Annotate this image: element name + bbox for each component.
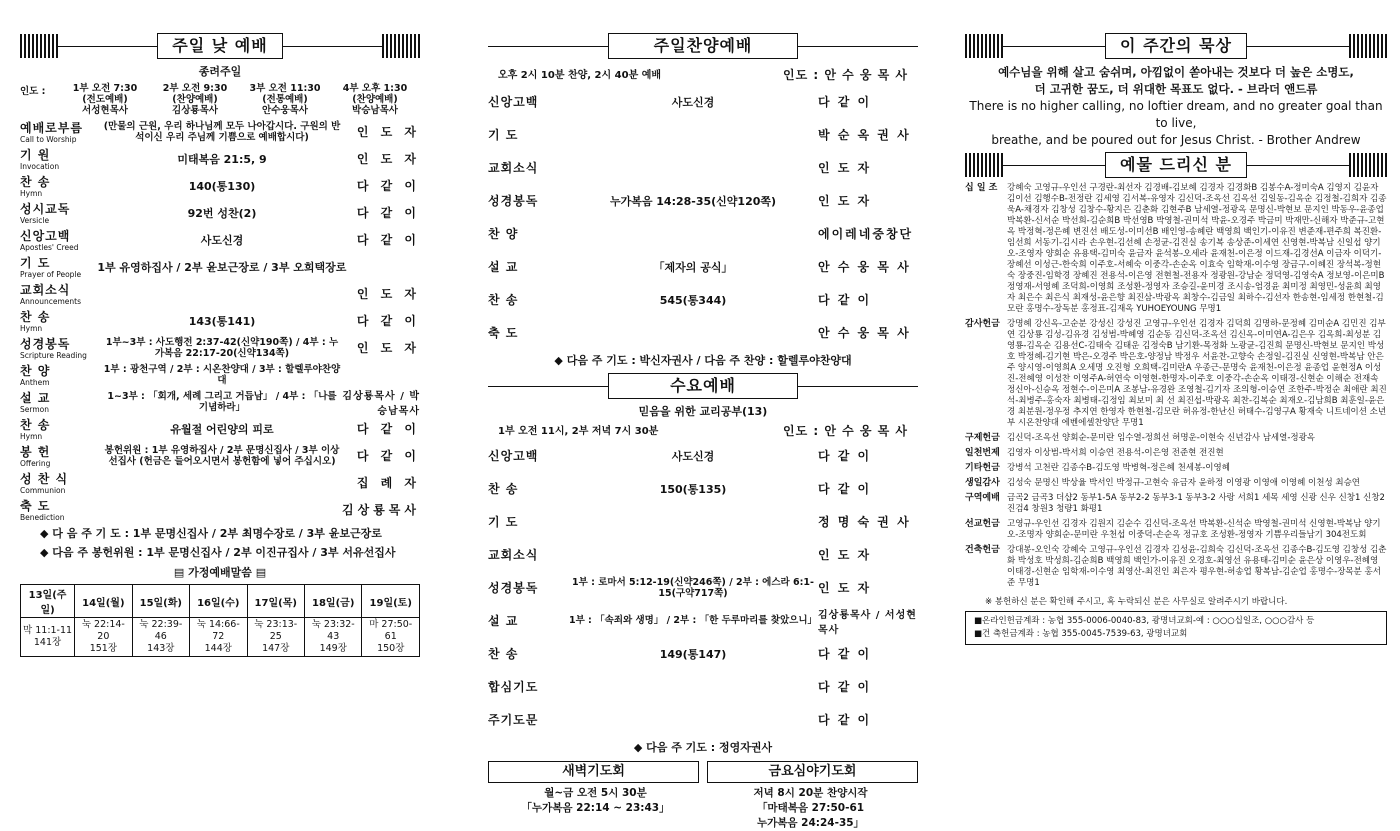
praise-time: 오후 2시 10분 찬양, 2시 40분 예배: [498, 70, 662, 81]
order-item-label: 예배로부름: [20, 121, 83, 135]
offering-type: 십 일 조: [965, 183, 998, 193]
order-item-label: 성경봉독: [488, 581, 539, 595]
family-day-header: 14일(월): [75, 585, 132, 618]
family-day-header: 15일(화): [132, 585, 189, 618]
family-day-cell: [362, 618, 420, 657]
leader-2: 2부 오전 9:30 (찬양예배) 김상룡목사: [162, 83, 228, 116]
order-item-label: 주기도문: [488, 713, 539, 727]
order-item-name: [20, 335, 102, 360]
order-item-en: Anthem: [20, 378, 50, 387]
order-item-label: 봉 헌: [20, 445, 51, 459]
order-item-en: Call to Worship: [20, 135, 77, 144]
order-item-content: (만물의 근원, 우리 하나님께 모두 나아갑시다. 구원의 반석이신 우리 주님께 기쁨으로 예배합시다): [103, 120, 341, 143]
order-item-name: [488, 225, 568, 242]
order-row: [488, 250, 918, 283]
order-item-person: 김상룡목사 / 박승남목사: [342, 390, 420, 417]
dawn-time: 월~금 오전 5시 30분: [544, 787, 647, 799]
offering-group: [965, 478, 1387, 489]
order-item-name: [20, 470, 102, 495]
family-day-hymn: 144장: [204, 643, 232, 654]
meditation-title: 이 주간의 묵상: [1105, 33, 1247, 59]
order-item-person: 다 같 이: [356, 233, 420, 247]
order-item-name: [488, 258, 568, 275]
order-row: [20, 442, 420, 469]
family-day-cell: [304, 618, 361, 657]
wednesday-leader: 인도 : 안 수 웅 목 사: [782, 424, 908, 438]
order-item-label: 교회소식: [488, 548, 539, 562]
wednesday-time: 1부 오전 11시, 2부 저녁 7시 30분: [498, 426, 659, 437]
order-item-person: 다 같 이: [818, 647, 872, 661]
friday-time: 저녁 8시 20분 찬양시작: [753, 787, 868, 799]
order-item-label: 성경봉독: [488, 194, 539, 208]
offering-type: 감사헌금: [965, 319, 1000, 329]
order-item-label: 설 교: [488, 260, 519, 274]
family-day-text: 눅 14:66-72: [196, 619, 240, 642]
leaders-row: [20, 83, 420, 116]
order-item-label: 찬 송: [488, 647, 519, 661]
praise-worship-header: [488, 32, 918, 60]
offering-group: [965, 433, 1387, 444]
order-item-content: 149(통147): [659, 647, 727, 661]
order-item-person: 다 같 이: [818, 95, 872, 109]
family-day-cell: [21, 618, 75, 657]
order-item-name: [488, 291, 568, 308]
order-item-person: 다 같 이: [356, 422, 420, 436]
order-item-person: 인 도 자: [818, 581, 872, 595]
order-item-en: Hymn: [20, 324, 43, 333]
order-item-label: 신앙고백: [20, 229, 71, 243]
order-item-name: [488, 579, 568, 596]
family-day-header: 18일(금): [304, 585, 361, 618]
order-row: [488, 505, 918, 538]
order-row: [488, 637, 918, 670]
sunday-worship-column: [20, 32, 420, 657]
order-item-person: 다 같 이: [356, 449, 420, 463]
sunday-worship-header: [20, 32, 420, 60]
family-worship-title: ▤ 가정예배말씀 ▤: [173, 566, 267, 579]
order-item-name: [488, 678, 568, 695]
family-day-text: 마 27:50-61: [369, 619, 413, 642]
order-item-label: 설 교: [488, 614, 519, 628]
praise-leader: 인도 : 안 수 웅 목 사: [782, 68, 908, 82]
order-item-name: [20, 308, 102, 333]
order-row: [488, 217, 918, 250]
next-prayer-announce: ◆ 다 음 주 기 도 : 1부 문명신집사 / 2부 최명수장로 / 3부 윤보근장로: [40, 527, 382, 540]
order-item-content: 92번 성찬(2): [187, 206, 257, 220]
meditation-verse-en-1: There is no higher calling, no loftier dream, and no greater goal than to live,: [969, 99, 1383, 130]
offering-group: [965, 319, 1387, 429]
order-row: [488, 472, 918, 505]
order-item-name: [20, 227, 102, 252]
wednesday-header: [488, 372, 918, 400]
order-item-name: [488, 711, 568, 728]
order-item-label: 성경봉독: [20, 337, 71, 351]
order-item-label: 기 원: [20, 148, 51, 162]
order-item-content: 「제자의 공식」: [653, 260, 733, 274]
order-item-person: 다 같 이: [818, 449, 872, 463]
order-item-label: 찬 송: [20, 418, 51, 432]
family-day-cell: [75, 618, 132, 657]
order-item-person: 에이레네중창단: [818, 227, 914, 241]
order-item-name: [20, 146, 102, 171]
building-account: ■건 축헌금계좌 : 농협 355-0045-7539-63, 광명녀교회: [974, 629, 1188, 639]
order-row: [488, 439, 918, 472]
offerings-title: 예물 드리신 분: [1105, 152, 1247, 178]
offering-group: [965, 448, 1387, 459]
order-item-name: [488, 513, 568, 530]
order-item-name: [20, 254, 97, 279]
family-day-header: 13일(주일): [21, 585, 75, 618]
order-item-person: 다 같 이: [818, 482, 872, 496]
order-item-en: Invocation: [20, 162, 60, 171]
wednesday-title: 수요예배: [608, 373, 798, 399]
order-item-label: 기 도: [20, 256, 51, 270]
order-item-label: 기 도: [488, 128, 519, 142]
order-item-label: 축 도: [488, 326, 519, 340]
order-item-name: [20, 281, 102, 306]
offering-type: 선교헌금: [965, 519, 1000, 529]
praise-worship-title: 주일찬양예배: [608, 33, 798, 59]
order-item-content: 1부 유영하집사 / 2부 윤보근장로 / 3부 오희택장로: [97, 260, 347, 274]
family-day-header: 16일(수): [190, 585, 247, 618]
order-row: [20, 199, 420, 226]
meditation-verse-ko-1: 예수님을 위해 살고 숨쉬며, 아낌없이 쏟아내는 것보다 더 높은 소명도,: [998, 65, 1354, 79]
order-item-label: 성시교독: [20, 202, 71, 216]
meditation-column: [965, 32, 1387, 645]
offering-names: 강혜숙 고영규-우인선 구경란-최선자 김경배-김보혜 김경자 김경화B 김봉수A-정미숙A 김영지 김윤자 김이선 김행수B-전정란 김세영 김서복-유영자 김신덕-조옥선 김옥선 김일동-김옥순 김정철-김희자 김종욱A-채경자 김창성 김창수-황지은 김춘화 김현주B 남세열-정광옥 문명신-박현보 문지인 박동우-윤종업 박복환-신서순 박선희-김순희B 박선영B 박영철-권미석 박윤-오경주 박금미 박재만-신해자 박준규-고현옥 박정혁-정은혜 변진선 배도성-이미선B 배인영-송혜란 백영희 백인기-이유진 변준재-편주희 복진환-임선희 서동기-김시라 손우현-김선혜 손정균-김진실 송기복 송상준-이세연 신영현-박복남 신일섭 양기오-조영자 양회순 유용택-김미숙 윤금자 윤석봉-오세라 윤재천-이은정 이드재-김경선A 이금자 이덕기-장혜선 이성근-한숙희 이주호-서혜숙 이중각-손순옥 이효숙 임학재-이수영 장금구-이혜진 장석복-정현숙 장중진-임학경 장혜진 전용석-이은영 전현철-전용자 정광원-강남순 정덕영-김영숙A 정보영-이은미B 정영재-서영혜 조덕희-이영희 조성환-정영자 조승길-윤미경 조시송-엄경윤 최미정 최영민-성윤희 최영자 최은수 최은식 최재성-윤은향 최진삼-박광옥 최창수-김금일 최하수-김선자 한송현-임세정 한현철-김모란 홍명수-장독분 홍정표-김재옥 YUHOEYOUNG 무명1: [1007, 183, 1387, 314]
order-item-name: [488, 93, 568, 110]
order-row: [488, 151, 918, 184]
order-row: [488, 184, 918, 217]
offering-type: 기타헌금: [965, 463, 1000, 473]
praise-next: ◆ 다음 주 기도 : 박신자권사 / 다음 주 찬양 : 할렐루야찬양대: [554, 354, 852, 367]
order-item-content: 미태복음 21:5, 9: [177, 152, 267, 166]
order-row: [20, 307, 420, 334]
order-item-name: [20, 389, 102, 414]
leader-4: 4부 오후 1:30 (찬양예배) 박승남목사: [342, 83, 408, 116]
order-item-name: [488, 159, 568, 176]
family-day-cell: [190, 618, 247, 657]
family-day-cell: [247, 618, 304, 657]
wednesday-next: ◆ 다음 주 기도 : 정영자권사: [633, 741, 773, 754]
order-item-content: 유월절 어린양의 피로: [170, 422, 274, 436]
praise-order-list: [488, 85, 918, 349]
family-day-header: 17일(목): [247, 585, 304, 618]
order-item-person: 인 도 자: [356, 287, 420, 301]
meditation-verse-ko-2: 더 고귀한 꿈도, 더 위대한 목표도 없다. - 브라더 앤드류: [1034, 82, 1318, 96]
order-item-en: Announcements: [20, 297, 81, 306]
order-item-name: [20, 497, 102, 522]
order-item-name: [488, 480, 568, 497]
order-item-en: Hymn: [20, 189, 43, 198]
order-item-name: [488, 447, 568, 464]
order-item-label: 신앙고백: [488, 95, 539, 109]
order-row: [20, 172, 420, 199]
family-day-hymn: 151장: [89, 643, 117, 654]
order-item-name: [488, 324, 568, 341]
order-item-name: [20, 200, 102, 225]
order-item-person: 인 도 자: [356, 152, 420, 166]
order-row: [20, 361, 420, 388]
order-row: [20, 388, 420, 415]
order-row: [20, 226, 420, 253]
family-day-text: 눅 22:39-46: [139, 619, 183, 642]
offering-group: [965, 545, 1387, 589]
offering-type: 일천번제: [965, 448, 1000, 458]
order-item-content: 누가복음 14:28-35(신약120쪽): [609, 194, 777, 208]
order-row: [20, 145, 420, 172]
order-item-content: 봉헌위원 : 1부 유영하집사 / 2부 문명신집사 / 3부 이상선집사 (헌금은 들어오시면서 봉헌함에 넣어 주십시오): [104, 444, 340, 467]
order-item-name: [488, 645, 568, 662]
leader-1: 1부 오전 7:30 (전도예배) 서성현목사: [72, 83, 138, 116]
order-item-person: 인 도 자: [356, 341, 420, 355]
order-item-en: Versicle: [20, 216, 50, 225]
order-item-en: Scripture Reading: [20, 351, 87, 360]
next-offering-announce: ◆ 다음 주 봉헌위원 : 1부 문명신집사 / 2부 이진규집사 / 3부 서유선집사: [40, 546, 396, 559]
order-item-name: [20, 443, 102, 468]
order-row: [20, 280, 420, 307]
order-row: [488, 283, 918, 316]
friday-prayer-title: 금요심야기도회: [707, 761, 918, 783]
order-row: [488, 670, 918, 703]
meditation-verse-en-2: breathe, and be poured out for Jesus Christ. - Brother Andrew: [991, 133, 1361, 147]
sunday-order-list: [20, 118, 420, 523]
order-item-label: 찬 송: [488, 482, 519, 496]
order-item-person: 김상룡목사 / 서성현목사: [818, 609, 917, 636]
account-info: [965, 611, 1387, 645]
prayer-meetings-info: [488, 786, 918, 831]
order-item-content: 150(통135): [659, 482, 727, 496]
order-item-label: 설 교: [20, 391, 51, 405]
order-item-en: Prayer of People: [20, 270, 82, 279]
order-item-en: Hymn: [20, 432, 43, 441]
order-item-person: 다 같 이: [356, 179, 420, 193]
offering-type: 건축헌금: [965, 545, 1000, 555]
offering-names: 김영자 이상범-박서희 이승연 전용석-이은영 전준현 전진현: [1007, 448, 1224, 458]
order-row: [488, 571, 918, 604]
order-item-content: 1부 : 「속죄와 생명」 / 2부 : 「한 두루마리를 찾았으니」: [568, 615, 818, 626]
order-item-name: [488, 192, 568, 209]
dawn-prayer-title: 새벽기도회: [488, 761, 699, 783]
family-day-hymn: 149장: [319, 643, 347, 654]
offering-names: 김성숙 문명신 박상율 박서인 박정규-고현숙 유금자 윤하정 이영광 이영애 이영혜 이천성 최승연: [1007, 478, 1361, 488]
offering-names: 김신덕-조옥선 양회순-문미란 임수열-정희선 허명운-이현숙 신년감사 남세열-정광옥: [1007, 433, 1316, 443]
dawn-text: 「누가복음 22:14 ~ 23:43」: [521, 802, 670, 814]
order-item-name: [20, 119, 102, 144]
order-item-en: Sermon: [20, 405, 49, 414]
order-item-en: Apostles' Creed: [20, 243, 79, 252]
order-item-person: 김상룡목사: [342, 503, 420, 517]
order-item-name: [20, 173, 102, 198]
order-item-person: 정 명 숙 권 사: [818, 515, 911, 529]
order-item-name: [488, 612, 568, 629]
order-item-label: 찬 양: [20, 364, 51, 378]
family-day-hymn: 147장: [262, 643, 290, 654]
order-item-content: 사도신경: [671, 449, 715, 463]
order-item-en: Communion: [20, 486, 66, 495]
family-day-text: 눅 23:13-25: [254, 619, 298, 642]
order-item-label: 기 도: [488, 515, 519, 529]
order-item-name: [488, 126, 568, 143]
order-item-en: Benediction: [20, 513, 65, 522]
family-day-hymn: 150장: [377, 643, 405, 654]
offering-names: 강병석 고천란 김종수B-김도영 박병혁-정은혜 천세봉-이영혜: [1007, 463, 1230, 473]
order-item-person: 다 같 이: [356, 314, 420, 328]
order-row: [20, 253, 420, 280]
sunday-subtitle: 종려주일: [198, 65, 242, 78]
order-row: [488, 85, 918, 118]
order-item-person: 인 도 자: [356, 125, 420, 139]
order-item-person: 집 례 자: [356, 476, 420, 490]
wednesday-subtitle: 믿음을 위한 교리공부(13): [638, 405, 768, 418]
offering-names: 강명혜 강신옥-고순분 강성신 강성진 고영규-우인선 김경자 김덕희 김명하-문정혜 김미순A 김민진 김부연 김상룡 김성-김유경 김성범-박혜영 김순동 김신덕-조옥선 김신옥-이미연A-김은우 김옥희-최성분 김영룡-김옥순 김용선C-김태숙 김태운 김정숙B 남기환-목정화 노광균-김진희 문명신-박현보 문지인 박성호 박정혜-김기현 박은-오경주 박은호-양정남 박정우 서윤찬-고향숙 손정일-김진실 신영현-박복남 안은주 양시영-이영희A 오세명 오진형 오희택-김미란A 우종근-문명숙 윤재천-이은정 윤종업 윤현정A 이성진-전혜영 이성찬 이영주A-허연숙 이영현-한명자-이주호 이중각-손순옥 이태경-신현순 이해순 전재속 정신아-신승옥 정현수-이은미A 조봉남-유경완 조영철-김기자 조의형-이승연 조한주-박정순 최애란 최진석-최병주-홍숙자 최병태-김정임 최보미 최 선 최진섭-박광옥 최찬-김복순 최재오-김남희B 최훈일-윤은경 최분원-정우정 추지연 한영자 한현철-김모란 허유정-한난신 허태수-김영구A 황재숙 니트네이션 소년부 시온찬양대 에벤에셀찬양단 무명1: [1007, 319, 1387, 428]
order-item-person: 인 도 자: [818, 548, 872, 562]
offering-type: 구제헌금: [965, 433, 1000, 443]
sunday-worship-title: 주일 낮 예배: [157, 33, 282, 59]
prayer-meetings-header: [488, 761, 918, 783]
wednesday-order-list: [488, 439, 918, 736]
friday-text-2: 누가복음 24:24-35」: [756, 817, 865, 829]
offering-group: [965, 183, 1387, 315]
order-item-en: Offering: [20, 459, 51, 468]
leader-3: 3부 오전 11:30 (전통예배) 안수웅목사: [249, 83, 321, 116]
family-day-text: 눅 22:14-20: [81, 619, 125, 642]
offerings-list: [965, 183, 1387, 589]
order-row: [488, 703, 918, 736]
order-row: [488, 604, 918, 637]
order-item-label: 찬 송: [20, 175, 51, 189]
order-item-content: 545(통344): [659, 293, 727, 307]
family-day-text: 막 11:1-11: [23, 625, 73, 636]
family-day-hymn: 141장: [33, 637, 62, 648]
order-row: [488, 316, 918, 349]
online-account: ■온라인헌금계좌 : 농협 355-0006-0040-83, 광명녀교회-예 : ○○○십일조, ○○○감사 등: [974, 616, 1315, 626]
order-item-person: 안 수 웅 목 사: [818, 326, 911, 340]
order-row: [488, 118, 918, 151]
order-item-content: 사도신경: [200, 233, 244, 247]
order-item-content: 143(통141): [188, 314, 256, 328]
order-item-label: 찬 송: [488, 293, 519, 307]
order-item-person: 다 같 이: [818, 680, 872, 694]
order-item-content: 1부 : 로마서 5:12-19(신약246쪽) / 2부 : 에스라 6:1-15(구약717쪽): [572, 576, 814, 599]
offering-names: 강대봉-오인숙 강혜숙 고영규-우인선 김경자 김성윤-김희숙 김신덕-조옥선 김종수B-김도영 김창성 김춘화 박성호 박성희-김순희B 백영희 백인가-이유진 오경호-최영선 유용태-김미순 윤은상 이영우-전혜영 이태경-신현순 임학재-이수영 최영산-최진인 최은자 평우현-허송업 황복남-김순업 홍명수-장목분 홍서준 무명1: [1007, 545, 1387, 588]
order-item-content: 사도신경: [671, 95, 715, 109]
order-item-person: 다 같 이: [818, 293, 872, 307]
offerings-header: [965, 151, 1387, 179]
offering-type: 구역예배: [965, 493, 1000, 503]
offering-group: [965, 493, 1387, 515]
offering-group: [965, 463, 1387, 474]
order-row: [20, 334, 420, 361]
order-row: [20, 118, 420, 145]
order-row: [20, 415, 420, 442]
order-item-person: 인 도 자: [818, 194, 872, 208]
order-item-content: 1~3부 : 「회개, 세례 그리고 거듭남」 / 4부 : 「나를 기념하라」: [107, 390, 337, 413]
order-item-label: 성 찬 식: [20, 472, 69, 486]
order-item-label: 찬 양: [488, 227, 519, 241]
order-item-name: [20, 416, 102, 441]
family-day-hymn: 143장: [147, 643, 175, 654]
family-day-cell: [132, 618, 189, 657]
offering-names: 고영규-우인선 김경자 김원지 김순수 김신덕-조옥선 박복환-신석순 박영철-권미석 신영현-박복남 양기오-조명자 양회순-문미란 우천섭 이중덕-손순옥 정규호 조성환-정영자 기쁨우리들남기 304전도회: [1007, 519, 1381, 540]
offerings-note: ※ 봉헌하신 분은 확인해 주시고, 혹 누락되신 분은 사무실로 알려주시기 바랍니다.: [985, 597, 1288, 607]
order-item-person: 안 수 웅 목 사: [818, 260, 911, 274]
order-item-person: 다 같 이: [356, 206, 420, 220]
order-item-content: 140(통130): [188, 179, 256, 193]
offering-type: 생일감사: [965, 478, 1000, 488]
order-item-person: 인 도 자: [818, 161, 872, 175]
order-item-content: 1부~3부 : 사도행전 2:37-42(신약190쪽) / 4부 : 누가복음 22:17-20(신약134쪽): [105, 336, 339, 359]
order-item-person: 다 같 이: [818, 713, 872, 727]
order-item-label: 교회소식: [20, 283, 71, 297]
order-item-name: [20, 362, 102, 387]
order-item-label: 교회소식: [488, 161, 539, 175]
order-item-label: 축 도: [20, 499, 51, 513]
praise-worship-column: [488, 32, 918, 831]
family-day-header: 19일(토): [362, 585, 420, 618]
order-row: [20, 496, 420, 523]
order-row: [488, 538, 918, 571]
leaders-label: 인도 :: [20, 86, 46, 97]
order-item-content: 1부 : 광천구역 / 2부 : 시온찬양대 / 3부 : 할렐루야찬양대: [103, 363, 341, 386]
order-item-person: 박 순 옥 권 사: [818, 128, 911, 142]
order-row: [20, 469, 420, 496]
friday-text-1: 「마태복음 27:50-61: [756, 802, 865, 814]
meditation-header: [965, 32, 1387, 60]
offering-group: [965, 519, 1387, 541]
family-day-text: 눅 23:32-43: [311, 619, 355, 642]
order-item-label: 찬 송: [20, 310, 51, 324]
order-item-label: 신앙고백: [488, 449, 539, 463]
offering-names: 금곡2 금곡3 더샵2 동부1-5A 동부2-2 동부3-1 동부3-2 사랑 서희1 세목 세영 신광 신우 신창1 신창2 진검4 창원3 청량1 화평1: [1007, 493, 1385, 514]
order-item-name: [488, 546, 568, 563]
family-worship-table: [20, 584, 420, 657]
order-item-label: 합심기도: [488, 680, 539, 694]
